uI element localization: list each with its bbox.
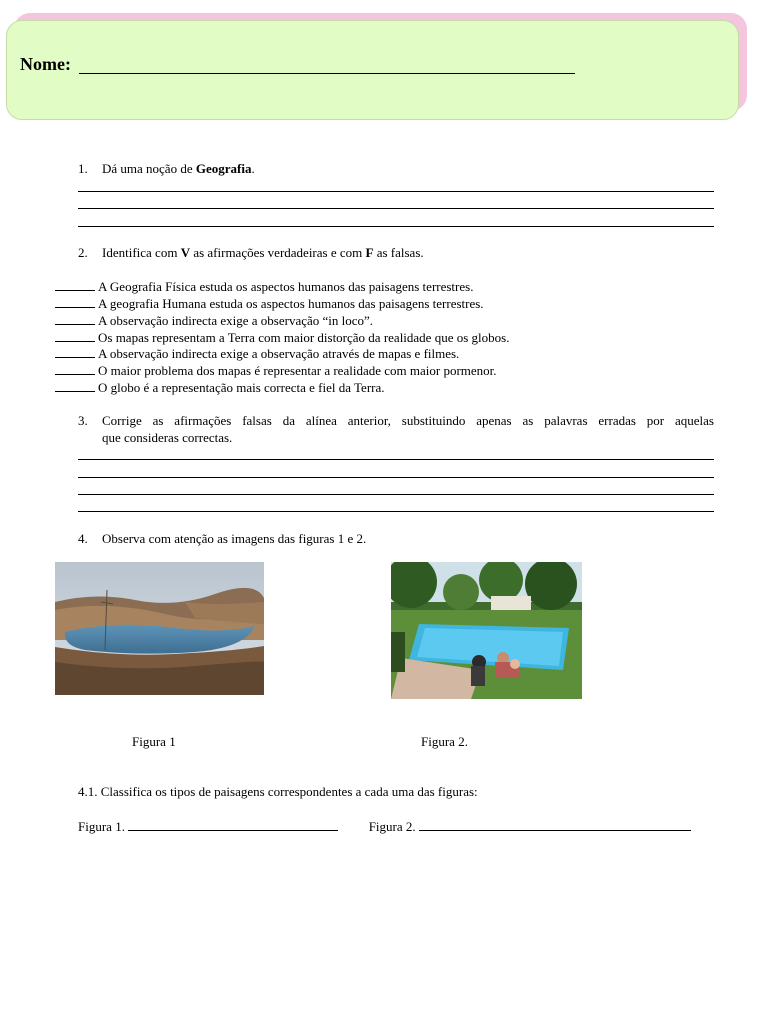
vf-blank[interactable] (55, 296, 95, 308)
q41-figura1-label: Figura 1. (78, 819, 125, 834)
vf-blank[interactable] (55, 363, 95, 375)
q41-text: 4.1. Classifica os tipos de paisagens correspondentes a cada uma das figuras: (78, 784, 478, 799)
q41-figura2-field[interactable] (419, 818, 691, 831)
q1-answer-line[interactable] (78, 191, 714, 192)
q2-statement: A geografia Humana estuda os aspectos humanos das paisagens terrestres. (55, 296, 484, 312)
name-field[interactable] (79, 73, 575, 74)
name-box (6, 20, 739, 120)
q4-text: Observa com atenção as imagens das figuras 1 e 2. (102, 531, 367, 546)
q2-statement: Os mapas representam a Terra com maior distorção da realidade que os globos. (55, 330, 509, 346)
q41-figura1-field[interactable] (128, 818, 338, 831)
q2-text: Identifica com V as afirmações verdadeiras e com F as falsas. (102, 245, 424, 260)
q3-number: 3. (78, 413, 88, 428)
q3-answer-line[interactable] (78, 494, 714, 495)
q3-text-line2: que consideras correctas. (102, 430, 233, 445)
lake-landscape-photo (55, 562, 264, 695)
q1-number: 1. (78, 161, 88, 176)
figure2-caption: Figura 2. (421, 734, 468, 749)
q1-text: Dá uma noção de Geografia. (102, 161, 255, 176)
q1-answer-line[interactable] (78, 226, 714, 227)
name-label: Nome: (20, 54, 71, 74)
q2-statement: A observação indirecta exige a observação através de mapas e filmes. (55, 346, 459, 362)
q4-number: 4. (78, 531, 88, 546)
q2-statement: A Geografia Física estuda os aspectos humanos das paisagens terrestres. (55, 279, 473, 295)
q3-answer-line[interactable] (78, 477, 714, 478)
q2-statement: A observação indirecta exige a observação “in loco”. (55, 313, 373, 329)
q41-figura2-label: Figura 2. (368, 819, 416, 834)
vf-blank[interactable] (55, 330, 95, 342)
vf-blank[interactable] (55, 380, 95, 392)
vf-blank[interactable] (55, 279, 95, 291)
vf-blank[interactable] (55, 313, 95, 325)
swimming-pool-photo (391, 562, 582, 699)
q2-statement: O globo é a representação mais correcta e fiel da Terra. (55, 380, 385, 396)
q1-answer-line[interactable] (78, 208, 714, 209)
q41-answers (78, 818, 691, 835)
q2-statement: O maior problema dos mapas é representar a realidade com maior pormenor. (55, 363, 497, 379)
q1-bold-term: Geografia (195, 161, 252, 176)
q3-answer-line[interactable] (78, 511, 714, 512)
q3-text-line1: Corrige as afirmações falsas da alínea anterior, substituindo apenas as palavras erradas por aquelas (102, 413, 714, 428)
vf-blank[interactable] (55, 346, 95, 358)
figure1-caption: Figura 1 (132, 734, 176, 749)
q3-answer-line[interactable] (78, 459, 714, 460)
q2-number: 2. (78, 245, 88, 260)
